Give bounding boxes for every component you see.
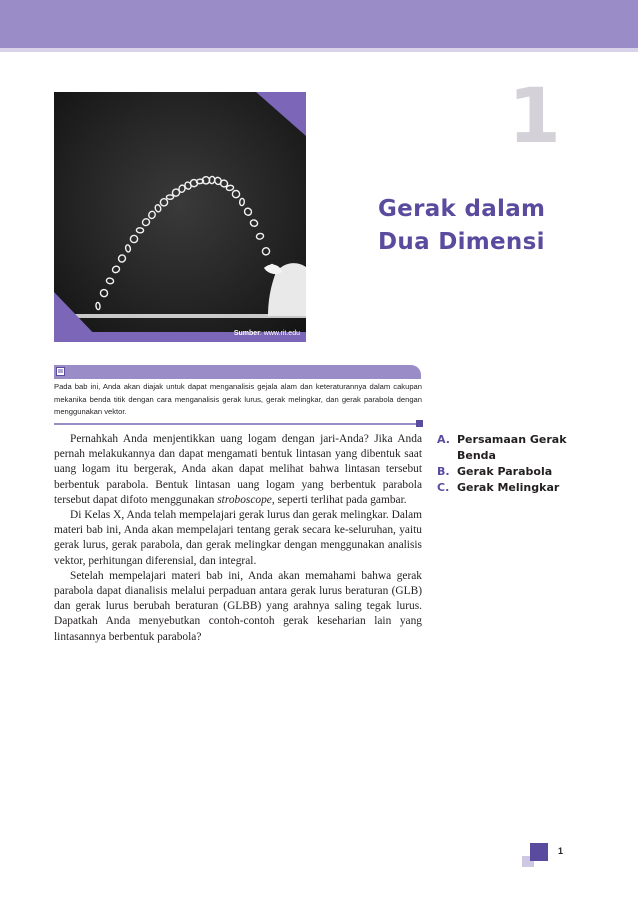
chapter-summary: Pada bab ini, Anda akan diajak untuk dapat menganalisis gejala alam dan keteraturannya dalam cakupan mekanika benda titik dengan cara menganalisis gerak lurus, gerak melingkar, dan gerak parabola dengan menggunakan vektor. — [54, 382, 422, 416]
summary-divider — [54, 423, 422, 425]
chapter-contents — [437, 432, 607, 496]
page-number: 1 — [558, 846, 564, 856]
chapter-photo — [54, 92, 306, 342]
toc-item — [437, 432, 607, 464]
body-paragraph-1-text: Pernahkah Anda menjentikkan uang logam dengan jari-Anda? Jika Anda pernah melakukannya dan dapat mengamati bentuk lintasan yang dibentuk saat uang logam itu bergerak, Anda akan dapat melihat bahwa lintasan tersebut berbentuk parabola. Bentuk lintasan uang logam yang berbentuk parabola tersebut dapat difoto menggunakan — [54, 433, 422, 506]
toc-letter: B. — [437, 465, 450, 478]
stroboscope-term: stroboscope — [217, 493, 272, 506]
body-paragraph-2: Di Kelas X, Anda telah mempelajari gerak lurus dan gerak melingkar. Dalam materi bab ini, Anda akan mempelajari tentang gerak secara ke-seluruhan, yaitu gerak lurus, gerak parabola, dan gerak melingkar dengan menggunakan analisis vektor, perhitungan diferensial, dan integral. — [54, 509, 422, 567]
toc-label: Persamaan Gerak Benda — [457, 433, 567, 462]
chapter-number: 1 — [508, 71, 561, 160]
toc-label: Gerak Parabola — [457, 465, 553, 478]
toc-letter: A. — [437, 433, 450, 446]
toc-item — [437, 480, 607, 496]
chapter-title-line2: Dua Dimensi — [378, 229, 545, 255]
chapter-title-line1: Gerak dalam — [378, 196, 546, 222]
header-band-line — [0, 48, 638, 52]
toc-label: Gerak Melingkar — [457, 481, 560, 494]
body-paragraph-3: Setelah mempelajari materi bab ini, Anda akan memahami bahwa gerak parabola dapat dianalisis melalui perpaduan antara gerak lurus beraturan (GLB) dan gerak lurus berubah beraturan (GLBB) yang arahnya saling tegak lurus. Dapatkah Anda menyebutkan contoh-contoh gerak keseharian lain yang lintasannya berbentuk parabola? — [54, 569, 422, 643]
toc-item — [437, 464, 607, 480]
photo-source-value: : www.rit.edu — [259, 330, 300, 337]
toc-letter: C. — [437, 481, 450, 494]
body-text — [54, 432, 422, 645]
header-band — [0, 0, 638, 48]
summary-tab — [54, 365, 421, 379]
photo-source — [234, 330, 300, 337]
summary-divider-marker — [416, 420, 423, 427]
body-paragraph-1 — [54, 432, 422, 508]
page-marker — [530, 843, 548, 861]
stroboscope-coin-trajectory — [54, 92, 306, 342]
chapter-title — [378, 193, 578, 259]
body-paragraph-1-end: , seperti terlihat pada gambar. — [271, 493, 407, 506]
note-icon — [56, 367, 65, 376]
photo-source-label: Sumber — [233, 330, 260, 337]
